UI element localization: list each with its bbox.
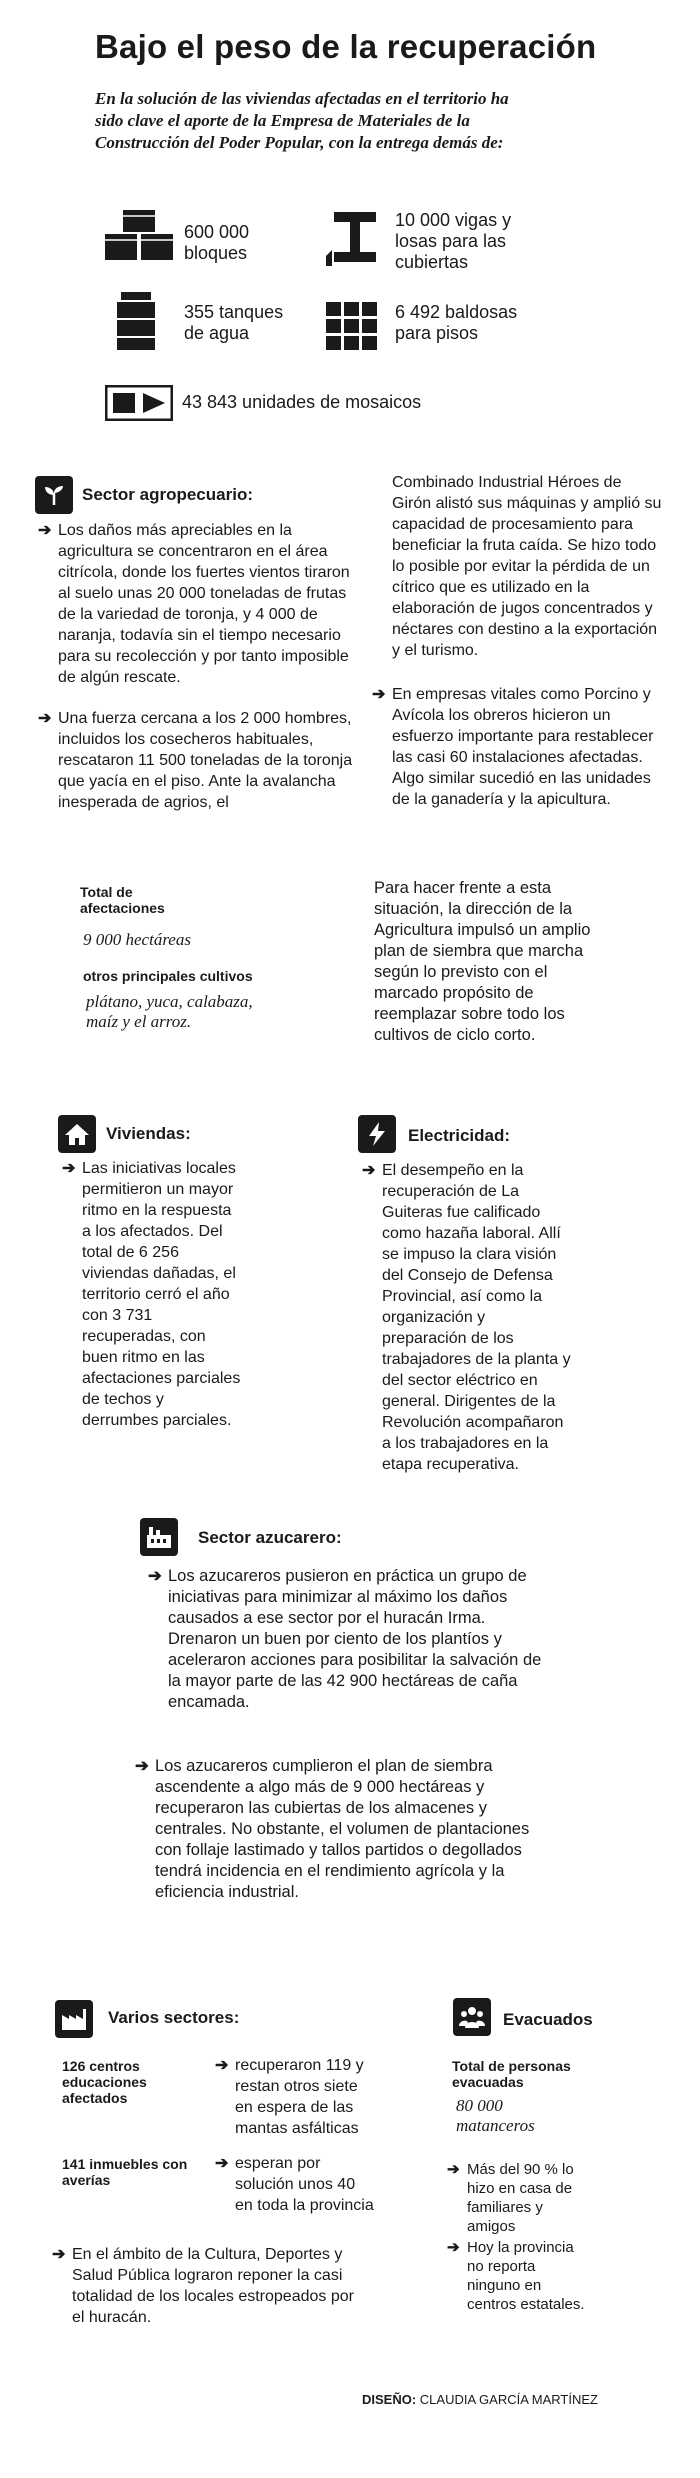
various-title: Varios sectores: — [108, 2008, 240, 2027]
design-credit — [362, 2392, 598, 2407]
agro-bullet-2: ➔ Una fuerza cercana a los 2 000 hombres, incluidos los cosecheros habituales, rescataron 11 500 toneladas de la toronja que yacía en el piso. Ante la avalancha inesperada de agrios, el — [38, 710, 353, 811]
people-icon — [453, 1998, 491, 2036]
electric-bullet-1: ➔ El desempeño en la recuperación de La Guiteras fue calificado como hazaña laboral. Allí se impuso la clara visión del Consejo de Defensa Provincial, así como la organización y preparación de los trabajadores de la planta y del sector eléctrico en general. Dirigentes de la Revolución acompañaron a los trabajadores en la etapa recuperativa. — [362, 1162, 571, 1473]
evacuated-total-value: 80 000 matanceros — [456, 2096, 535, 2135]
lightning-icon — [358, 1115, 396, 1153]
agro-bullet-1: ➔ Los daños más apreciables en la agricultura se concentraron en el área citrícola, donde los fuertes vientos tiraron al suelo unas 20 000 toneladas de frutas de la variedad de toronja, y 4 000 de naranja, todavía sin el tiempo necesario para su recolección y por tanto imposible de algún rescate. — [38, 522, 350, 686]
agro-total-value: 9 000 hectáreas — [83, 930, 191, 949]
various-prop-text: ➔ esperan por solución unos 40 en toda la provincia — [215, 2155, 374, 2214]
credit-name: CLAUDIA GARCÍA MARTÍNEZ — [419, 2392, 598, 2407]
beams-icon — [326, 212, 384, 266]
agro-continued: Combinado Industrial Héroes de Girón alistó sus máquinas y amplió su capacidad de procesamiento para beneficiar la fruta caída. Se hizo todo lo posible por evitar la pérdida de un cítrico que es utilizado en la elaboración de jugos concentrados y néctares con destino a la exportación y el turismo. — [392, 474, 662, 659]
evacuated-bullet-1: ➔ Más del 90 % lo hizo en casa de familiares y amigos — [447, 2161, 574, 2235]
evacuated-bullet-2: ➔ Hoy la provincia no reporta ninguno en centros estatales. — [447, 2239, 585, 2313]
agro-bullet-3: ➔ En empresas vitales como Porcino y Avícola los obreros hicieron un esfuerzo importante para restablecer las casi 60 instalaciones afectadas. Algo similar sucedió en las unidades de la ganadería y la apicultura. — [372, 686, 654, 808]
agro-other-label: otros principales cultivos — [83, 968, 253, 984]
tiles-icon — [326, 302, 378, 350]
various-edu-text: ➔ recuperaron 119 y restan otros siete en espera de las mantas asfálticas — [215, 2057, 364, 2137]
agro-other-value: plátano, yuca, calabaza, maíz y el arroz. — [86, 992, 253, 1031]
tank-icon — [115, 292, 157, 350]
intro-text: En la solución de las viviendas afectadas en el territorio ha sido clave el aporte de la Empresa de Materiales de la Construcción del Poder Popular, con la entrega demás de: — [95, 89, 509, 152]
housing-title: Viviendas: — [106, 1124, 191, 1143]
mosaic-icon — [105, 385, 173, 421]
agro-plan: Para hacer frente a esta situación, la dirección de la Agricultura impulsó un amplio plan de siembra que marcha según lo previsto con el marcado propósito de reemplazar sobre todo los cultivos de ciclo corto. — [374, 879, 591, 1044]
stat-mosaics: 43 843 unidades de mosaicos — [182, 392, 422, 412]
blocks-icon — [105, 210, 175, 266]
sugar-bullet-2: ➔ Los azucareros cumplieron el plan de siembra ascendente a algo más de 9 000 hectáreas y recuperaron las cubiertas de los almacenes y centrales. No obstante, el volumen de plantaciones con follaje lastimado y tallos partidos o degollados tendrá incidencia en el rendimiento agrícola y la eficiencia industrial. — [135, 1757, 530, 1901]
electric-title: Electricidad: — [408, 1126, 511, 1145]
various-culture: ➔ En el ámbito de la Cultura, Deportes y Salud Pública lograron reponer la casi totalidad de los locales estropeados por el huracán. — [52, 2246, 354, 2326]
housing-bullet-1: ➔ Las iniciativas locales permitieron un mayor ritmo en la respuesta a los afectados. Del total de 6 256 viviendas dañadas, el territorio cerró el año con 3 731 recuperadas, con buen ritmo en las afectaciones parciales de techos y derrumbes parciales. — [62, 1160, 241, 1429]
stat-beams: 10 000 vigas y losas para las cubiertas — [395, 210, 512, 272]
page-title: Bajo el peso de la recuperación — [95, 28, 597, 65]
evacuated-title: Evacuados — [503, 2010, 593, 2029]
sugar-bullet-1: ➔ Los azucareros pusieron en práctica un grupo de iniciativas para minimizar al máximo los daños causados a ese sector por el huracán Irma. Drenaron un buen por ciento de los plantíos y aceleraron acciones para posibilitar la salvación de la mayor parte de las 42 900 hectáreas de caña encamada. — [148, 1567, 542, 1711]
stat-blocks: 600 000 bloques — [184, 222, 250, 263]
agro-title: Sector agropecuario: — [82, 485, 253, 504]
factory-icon — [140, 1518, 178, 1556]
evacuated-total-label: Total de personas evacuadas — [452, 2058, 571, 2090]
industry-icon — [55, 2000, 93, 2038]
various-edu-label: 126 centros educaciones afectados — [62, 2058, 147, 2106]
credit-label: DISEÑO: — [362, 2392, 417, 2407]
sprout-icon — [35, 476, 73, 514]
stat-tanks: 355 tanques de agua — [184, 302, 284, 343]
agro-total-label: Total de afectaciones — [80, 884, 165, 916]
stat-tiles: 6 492 baldosas para pisos — [395, 302, 518, 343]
house-icon — [58, 1115, 96, 1153]
various-prop-label: 141 inmuebles con averías — [62, 2156, 188, 2188]
sugar-title: Sector azucarero: — [198, 1528, 342, 1547]
